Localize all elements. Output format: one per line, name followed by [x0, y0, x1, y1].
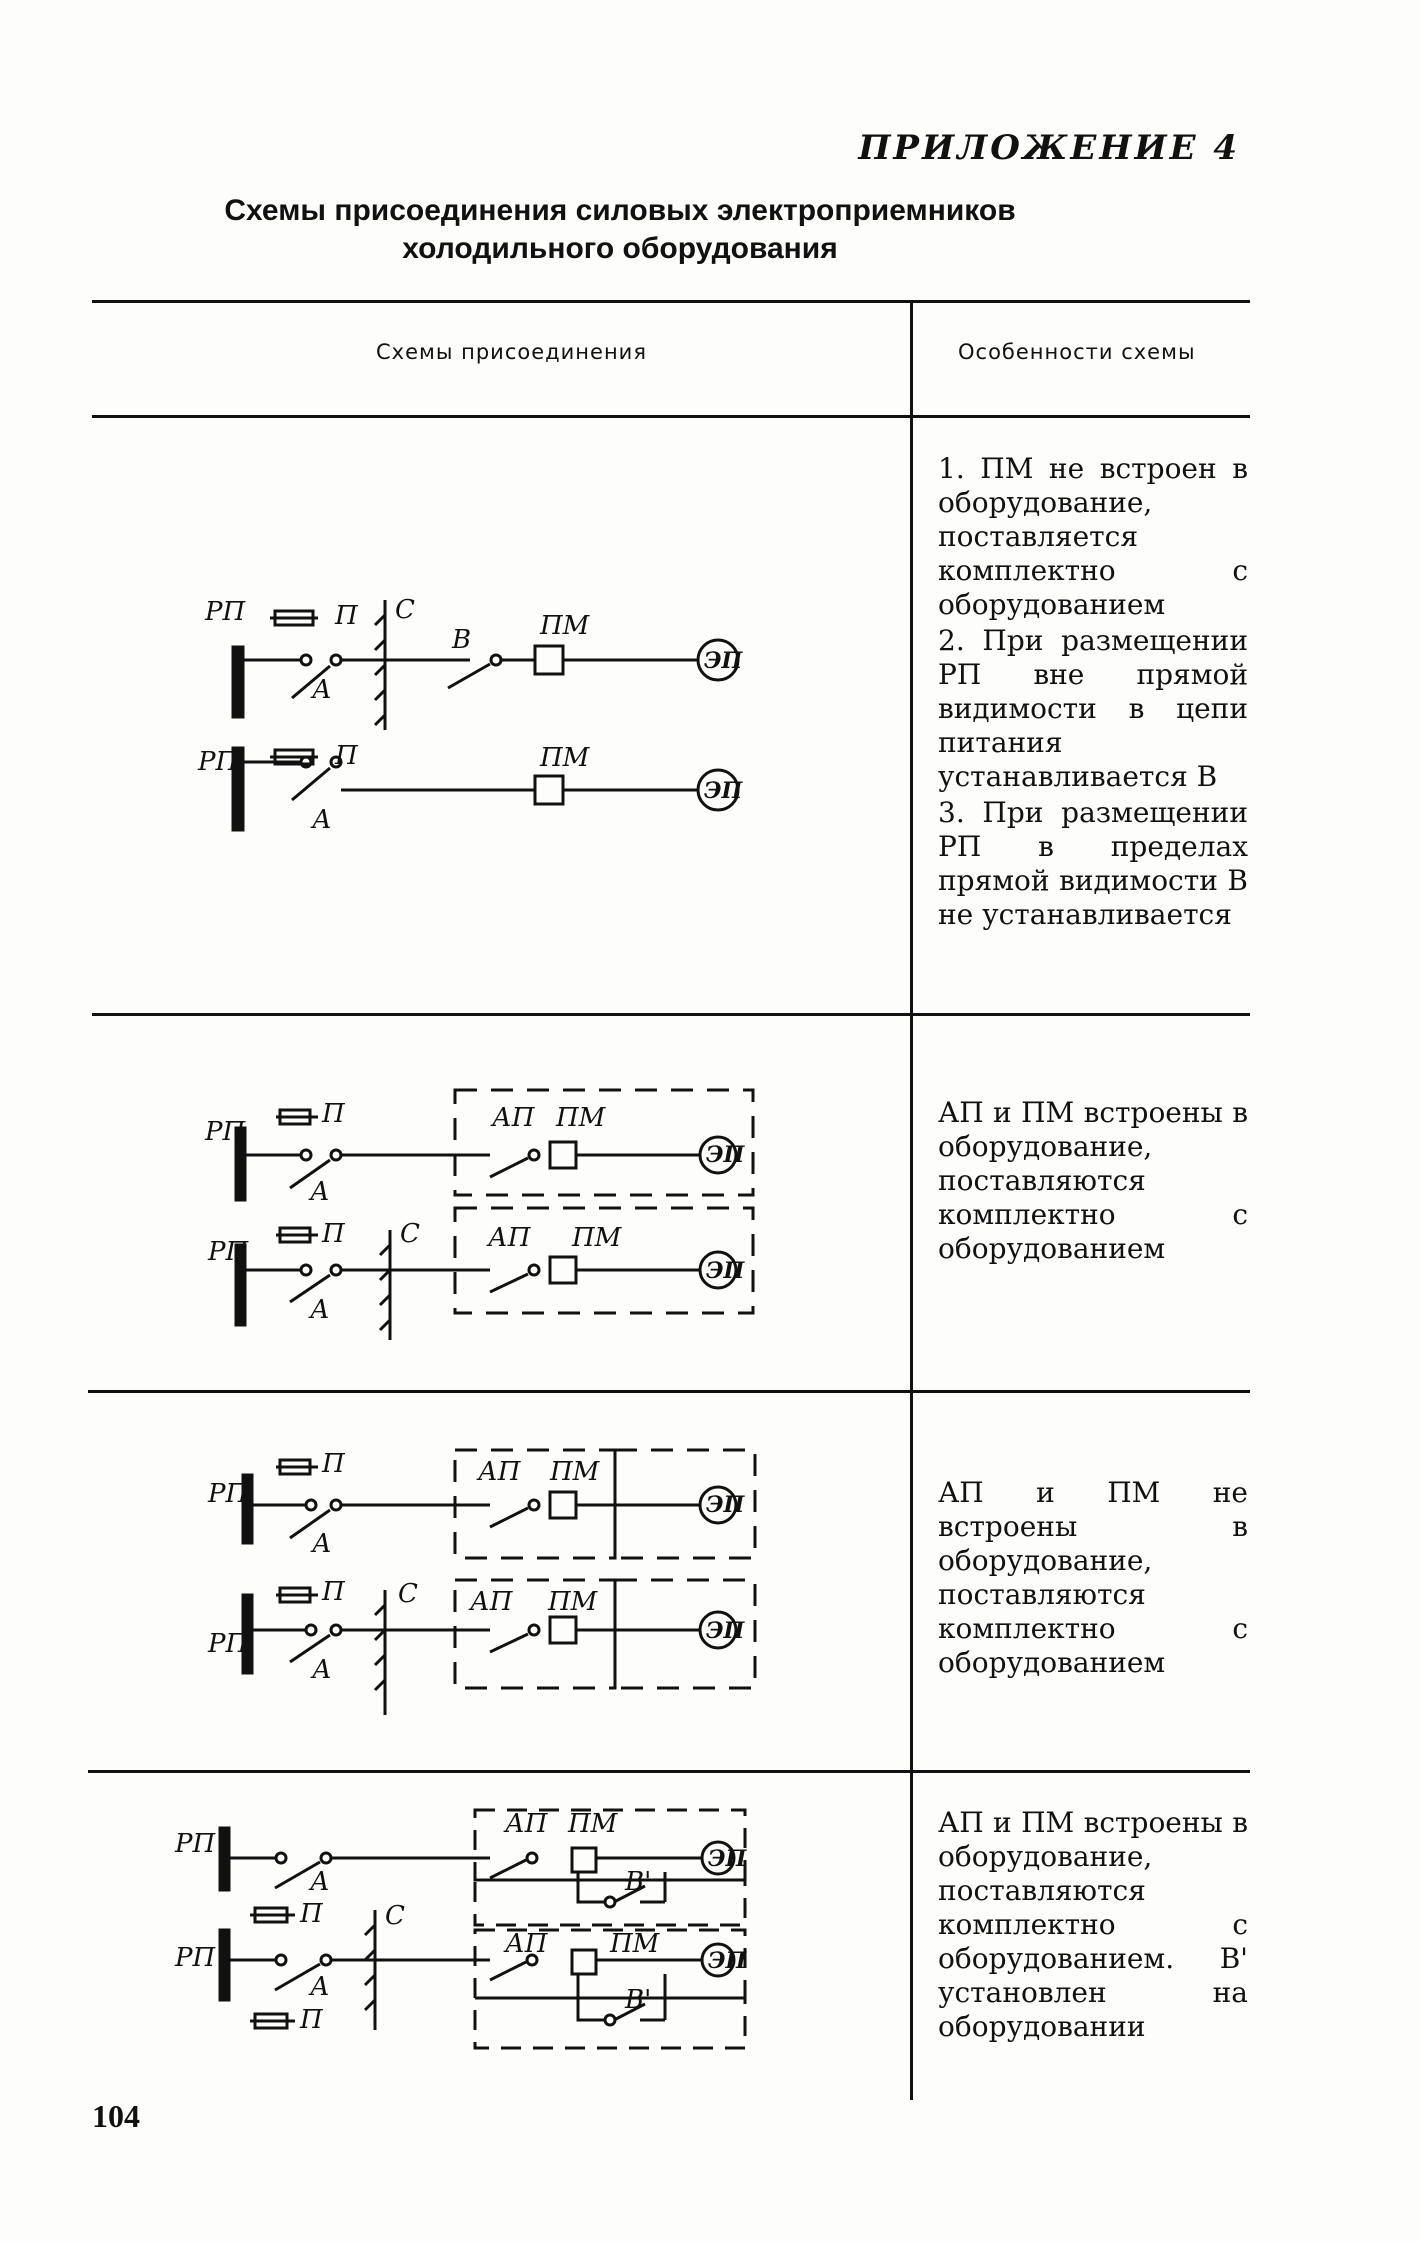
label-ep: ЭП	[706, 1618, 745, 1644]
label-rp: РП	[208, 1629, 249, 1659]
label-a: А	[310, 1295, 330, 1325]
label-rp: РП	[205, 1117, 246, 1147]
label-p: П	[322, 1577, 345, 1607]
row-3-notes	[938, 1476, 1248, 1680]
label-c: С	[400, 1219, 420, 1249]
label-ap: АП	[470, 1587, 513, 1617]
label-ap: АП	[478, 1457, 521, 1487]
label-rp: РП	[205, 597, 246, 627]
label-pm: ПМ	[550, 1457, 600, 1487]
label-c: С	[395, 595, 415, 625]
note-1: АП и ПМ встроены в оборудование, поставляются комплектно с оборудованием. В' установлен на оборудовании	[938, 1806, 1248, 2043]
column-header-features: Особенности схемы	[958, 340, 1196, 364]
scheme-row-2-svg	[0, 1080, 900, 1360]
busbar	[233, 647, 243, 717]
label-a: А	[310, 1972, 330, 2002]
scheme-row-2	[0, 1080, 900, 1364]
row-4-notes	[938, 1806, 1248, 2044]
label-v-prime: В'	[625, 1985, 652, 2015]
label-pm: ПМ	[610, 1929, 660, 1959]
label-ap: АП	[488, 1223, 531, 1253]
label-p: П	[322, 1099, 345, 1129]
title-line-2: холодильного оборудования	[402, 232, 838, 265]
note-1: 1. ПМ не встроен в оборудование, поставляется комплектно с оборудованием	[938, 452, 1248, 621]
label-pm: ПМ	[548, 1587, 598, 1617]
column-header-schemes: Схемы присоединения	[376, 340, 647, 364]
label-ap: АП	[505, 1809, 548, 1839]
scheme-row-4	[0, 1790, 900, 2074]
label-rp: РП	[208, 1479, 249, 1509]
row-1-rule	[92, 1013, 1250, 1016]
label-pm: ПМ	[568, 1809, 618, 1839]
column-divider	[910, 300, 913, 2100]
label-ep: ЭП	[706, 1492, 745, 1518]
title-line-1: Схемы присоединения силовых электроприемников	[224, 194, 1016, 227]
scheme-row-3-svg	[0, 1430, 900, 1730]
scheme-row-1	[0, 560, 900, 864]
label-pm: ПМ	[572, 1223, 622, 1253]
label-ep: ЭП	[706, 1142, 745, 1168]
row-1-notes	[938, 452, 1248, 932]
label-ap: АП	[492, 1103, 535, 1133]
label-rp: РП	[208, 1237, 249, 1267]
label-p: П	[322, 1219, 345, 1249]
row-2-notes	[938, 1096, 1248, 1266]
label-a: А	[312, 805, 332, 835]
label-v-prime: В'	[625, 1867, 652, 1897]
scheme-row-1-svg	[0, 560, 900, 860]
label-p: П	[322, 1449, 345, 1479]
label-ep: ЭП	[704, 778, 743, 804]
appendix-heading: ПРИЛОЖЕНИЕ 4	[858, 128, 1240, 168]
label-p: П	[300, 2005, 323, 2035]
table-top-rule	[92, 300, 1250, 303]
note-1: АП и ПМ не встроены в оборудование, поставляются комплектно с оборудованием	[938, 1476, 1248, 1679]
note-1: АП и ПМ встроены в оборудование, поставляются комплектно с оборудованием	[938, 1096, 1248, 1265]
label-rp: РП	[198, 747, 239, 777]
label-ep: ЭП	[704, 648, 743, 674]
label-v: В	[452, 625, 472, 655]
starter-box	[535, 646, 563, 674]
scheme-row-4-svg	[0, 1790, 900, 2070]
page-title	[90, 192, 1150, 268]
label-pm: ПМ	[556, 1103, 606, 1133]
label-a: А	[312, 1529, 332, 1559]
label-pm: ПМ	[540, 611, 590, 641]
row-3-rule	[88, 1770, 1250, 1773]
note-2: 2. При размещении РП вне прямой видимости в цепи питания устанавливается В	[938, 624, 1248, 793]
label-ep: ЭП	[708, 1948, 747, 1974]
label-a: А	[312, 675, 332, 705]
label-rp: РП	[175, 1943, 216, 1973]
label-p: П	[335, 741, 358, 771]
label-c: С	[385, 1901, 405, 1931]
row-2-rule	[88, 1390, 1250, 1393]
label-ep: ЭП	[708, 1846, 747, 1872]
table-header-rule	[92, 415, 1250, 418]
label-pm: ПМ	[540, 743, 590, 773]
scheme-row-3	[0, 1430, 900, 1734]
note-3: 3. При размещении РП в пределах прямой видимости В не устанавливается	[938, 796, 1248, 931]
label-p: П	[335, 601, 358, 631]
label-p: П	[300, 1899, 323, 1929]
label-a: А	[310, 1867, 330, 1897]
label-c: С	[398, 1579, 418, 1609]
label-ap: АП	[505, 1929, 548, 1959]
label-ep: ЭП	[706, 1258, 745, 1284]
label-a: А	[310, 1177, 330, 1207]
page-number: 104	[92, 2098, 140, 2134]
label-rp: РП	[175, 1829, 216, 1859]
label-a: А	[312, 1655, 332, 1685]
